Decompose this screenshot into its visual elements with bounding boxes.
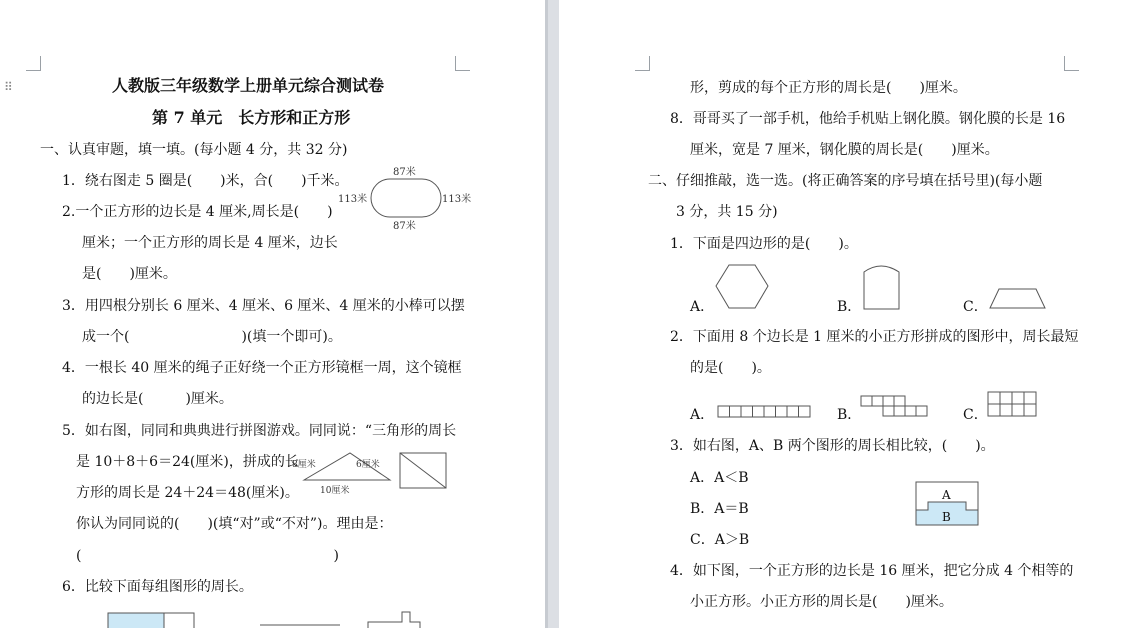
r3-option-b: B．A＝B — [690, 501, 749, 517]
crop-mark-top-right — [1064, 56, 1079, 71]
q1-text: 1．绕右图走 5 圈是( )米，合( )千米。 — [62, 173, 349, 189]
q2-line3: 是( )厘米。 — [82, 266, 177, 282]
q2-line1: 2.一个正方形的边长是 4 厘米,周长是( ) — [62, 204, 333, 220]
q5-label-bottom: 10厘米 — [320, 486, 350, 496]
q2-line2: 厘米；一个正方形的周长是 4 厘米，边长 — [82, 235, 338, 251]
q5-label-right: 6厘米 — [356, 460, 380, 470]
q3-line1: 3．用四根分别长 6 厘米、4 厘米、6 厘米、4 厘米的小棒可以摆 — [62, 298, 465, 314]
page-title: 人教版三年级数学上册单元综合测试卷 — [112, 76, 385, 95]
q5-line4: 你认为同同说的( )(填“对”或“不对”)。理由是： — [76, 516, 393, 532]
q4-line2: 的边长是( )厘米。 — [82, 391, 233, 407]
r3-text: 3．如右图，A、B 两个图形的周长相比较，( )。 — [670, 438, 995, 454]
crop-mark-top-right — [455, 56, 470, 71]
document-page-right — [559, 0, 1130, 628]
r2-option-a: A． — [690, 407, 715, 423]
section2-heading: 二、仔细推敲，选一选。(将正确答案的序号填在括号里)(每小题 — [648, 173, 1043, 189]
section2-heading-cont: 3 分，共 15 分) — [676, 204, 778, 220]
r3-label-b: B — [942, 510, 951, 524]
unit-subtitle: 第 7 单元 长方形和正方形 — [152, 108, 351, 127]
q1-label-left: 113米 — [338, 194, 368, 205]
r1-shape-figures — [709, 262, 1059, 312]
r4-line1: 4．如下图，一个正方形的边长是 16 厘米，把它分成 4 个相等的 — [670, 563, 1074, 579]
r4-line2: 小正方形。小正方形的周长是( )厘米。 — [690, 594, 953, 610]
q8-line1: 8．哥哥买了一部手机，他给手机贴上钢化膜。钢化膜的长是 16 — [670, 111, 1066, 127]
r2-option-c: C． — [963, 407, 988, 423]
q6-figures — [100, 608, 430, 628]
r3-option-c: C．A＞B — [690, 532, 750, 548]
q6-text: 6．比较下面每组图形的周长。 — [62, 579, 253, 595]
drag-handle-icon[interactable]: ⠿ — [4, 80, 13, 94]
r1-option-a: A． — [690, 299, 715, 315]
q1-label-top: 87米 — [393, 167, 416, 178]
q1-label-bottom: 87米 — [393, 221, 416, 232]
q8-line2: 厘米，宽是 7 厘米，钢化膜的周长是( )厘米。 — [690, 142, 999, 158]
r3-label-a: A — [942, 488, 951, 502]
r2-line2: 的是( )。 — [690, 360, 771, 376]
q4-line1: 4．一根长 40 厘米的绳子正好绕一个正方形镜框一周，这个镜框 — [62, 360, 462, 376]
r3-option-a: A．A＜B — [690, 470, 749, 486]
q1-label-right: 113米 — [442, 194, 472, 205]
q5-label-left: 8厘米 — [292, 460, 316, 470]
r1-text: 1．下面是四边形的是( )。 — [670, 236, 858, 252]
q5-triangle-figure — [290, 448, 475, 498]
r1-option-c: C． — [963, 299, 988, 315]
section1-heading: 一、认真审题，填一填。(每小题 4 分，共 32 分) — [40, 142, 348, 158]
q7-continuation: 形，剪成的每个正方形的周长是( )厘米。 — [690, 80, 967, 96]
r2-option-b: B． — [837, 407, 862, 423]
r1-option-b: B． — [837, 299, 862, 315]
document-page-left — [0, 0, 545, 628]
r2-grid-figures — [714, 390, 1044, 420]
r2-line1: 2．下面用 8 个边长是 1 厘米的小正方形拼成的图形中，周长最短 — [670, 329, 1079, 345]
crop-mark-top-left — [635, 56, 650, 71]
q3-line2: 成一个( )(填一个即可)。 — [82, 329, 342, 345]
q5-line2: 是 10＋8＋6＝24(厘米)，拼成的长 — [76, 454, 299, 470]
q5-line3: 方形的周长是 24＋24＝48(厘米)。 — [76, 485, 299, 501]
q5-line1: 5．如右图，同同和典典进行拼图游戏。同同说：“三角形的周长 — [62, 423, 457, 439]
crop-mark-top-left — [26, 56, 41, 71]
page-gutter — [545, 0, 559, 628]
r3-ab-figure — [914, 480, 984, 530]
q5-line5: ( ) — [76, 548, 339, 564]
q1-track-figure — [338, 162, 473, 232]
